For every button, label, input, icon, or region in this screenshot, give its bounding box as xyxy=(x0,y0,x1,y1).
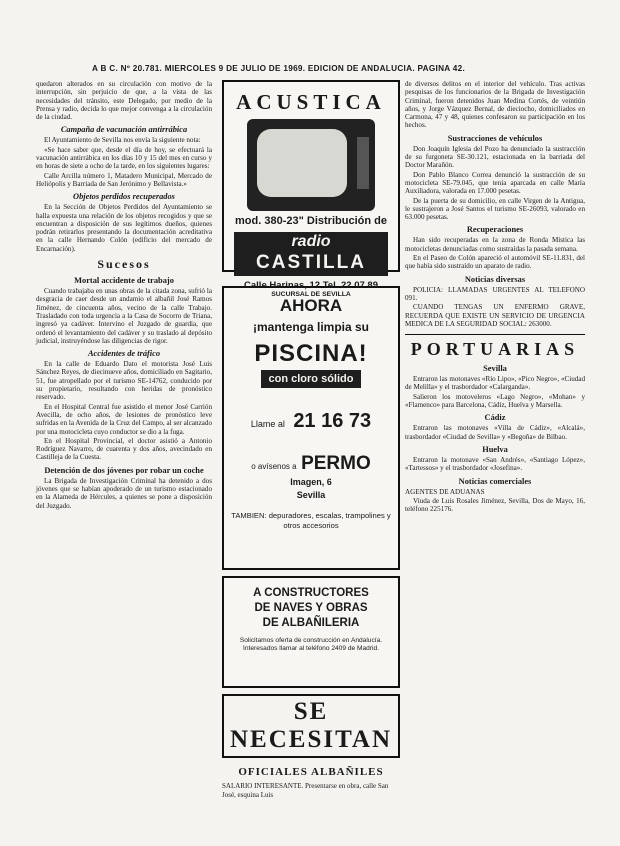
piscina-text: PISCINA! xyxy=(254,340,368,367)
sevilla-text-2: Salieron los motoveleros «Lago Negro», «Mohan» y «Flamenco» para Barcelona, Cádiz, Huelva y Marsella. xyxy=(405,392,585,410)
cadiz-heading: Cádiz xyxy=(484,413,506,423)
commercial-text: Viuda de Luis Rosales Jiménez, Sevilla, Dos de Mayo, 16, teléfono 225176. xyxy=(405,496,585,514)
permo-address-1: Imagen, 6 xyxy=(290,477,332,487)
arrest-heading: Detención de dos jóvenes por robar un coche xyxy=(44,465,204,475)
notes-text-2: CUANDO TENGAS UN ENFERMO GRAVE, RECUERDA QUE EXISTE UN SERVICIO DE URGENCIA MEDICA DE LA SEGURIDAD SOCIAL: 263000. xyxy=(405,303,585,328)
cloro-badge: con cloro sólido xyxy=(261,370,362,388)
cadiz-text: Entraron las motonaves «Villa de Cádiz», «Alcalá», trasbordador «Ciudad de Sevilla» y «Begoña» de Bilbao. xyxy=(405,424,585,441)
commercial-subtitle: AGENTES DE ADUANAS xyxy=(405,487,485,496)
vehicles-heading: Sustracciones de vehículos xyxy=(447,133,543,143)
recovered-text-1: Han sido recuperadas en la zona de Ronda Mística las motocicletas denunciadas como sustraídas la pasada semana. xyxy=(405,236,585,253)
vaccination-text-3: Calle Arcilla número 1, Matadero Municipal, Mercado de Heliópolis y Barriada de San Jerónimo y Bellavista.» xyxy=(36,171,212,188)
accident-heading: Mortal accidente de trabajo xyxy=(74,276,174,286)
page-header: A B C. Nº 20.781. MIERCOLES 9 DE JULIO DE 1969. EDICION DE ANDALUCIA. PAGINA 42. xyxy=(92,64,466,73)
necesitan-subtitle: OFICIALES ALBAÑILES xyxy=(238,766,384,778)
portuarias-heading: PORTUARIAS xyxy=(405,334,585,360)
middle-column xyxy=(222,80,400,805)
permo-address-2: Sevilla xyxy=(296,490,326,500)
permo-brand: PERMO xyxy=(301,453,371,474)
vehicles-text-3: De la puerta de su domicilio, en calle Virgen de la Antigua, le sustrajeron a José Santos el turismo SE-26093, valorado en 63.000 pesetas. xyxy=(405,196,585,222)
constr-title-2: DE NAVES Y OBRAS xyxy=(254,602,368,614)
lost-objects-heading: Objetos perdidos recuperados xyxy=(73,192,175,202)
constr-title-3: DE ALBAÑILERIA xyxy=(262,617,360,629)
arrest-text: La Brigada de Investigación Criminal ha detenido a dos jóvenes que se habían apoderado de un turismo estacionado en la Alameda de Hércules, a quienes se pone a disposición del Juzgado. xyxy=(36,476,212,510)
vehicles-text-1: Don Joaquín Iglesia del Pozo ha denunciado la sustracción de su furgoneta SE-30.121, estacionada en la barriada del Doctor Marañón. xyxy=(405,144,585,170)
acustica-branch: SUCURSAL DE SEVILLA xyxy=(271,291,351,298)
acustica-address: Calle Harinas, 12 Tel. 22 07 89 xyxy=(244,280,378,291)
permo-line xyxy=(224,453,398,475)
necesitan-title: SE NECESITAN xyxy=(222,694,400,758)
constr-title-1: A CONSTRUCTORES xyxy=(253,587,369,599)
castilla-word: CASTILLA xyxy=(256,252,366,273)
phone-line xyxy=(224,410,398,433)
intro-paragraph: quedaron alterados en su circulación con motivo de la interrupción, sin perjuicio de que, a la vista de las necesidades del tránsito, este Delegado, por medio de la Prensa y radio, decida lo que mejor convenga a la circulación de la ciudad. xyxy=(36,80,212,122)
right-column xyxy=(405,80,585,514)
piscina-ad xyxy=(222,286,400,570)
phone-number: 21 16 73 xyxy=(293,410,372,432)
distribution-text: Distribución de xyxy=(306,215,387,227)
constr-text: Solicitamos oferta de construcción en Andalucía. Interesados llamar al teléfono 2409 de Madrid. xyxy=(239,637,383,652)
advice-label: o avísenos a xyxy=(251,462,297,471)
acustica-brand: ACUSTICA xyxy=(236,90,386,114)
traffic-text-2: En el Hospital Central fue asistido el menor José Carrión Avecilla, de ocho años, de lesiones de pronóstico leve sufridas en la Avenida de la Cruz del Campo, al ser alcanzado por una motocicleta cuyo conductor se dio a la fuga. xyxy=(36,402,212,436)
traffic-text-1: En la calle de Eduardo Dato el motorista José Luis Sánchez Reyes, de diecinueve años, domiciliado en Sagitario, 51, fue atropellado por el turismo SE-14762, conducido por su propietario, resultando con heridas de pronóstico reservado. xyxy=(36,360,212,402)
commercial-heading: Noticias comerciales xyxy=(458,476,532,486)
huelva-text: Entraron la motonave «San Andrés», «Santiago López», «Tartessos» y el trasbordador «Josefina». xyxy=(405,455,585,473)
radio-castilla-logo xyxy=(234,232,388,276)
huelva-heading: Huelva xyxy=(482,444,508,454)
television-image xyxy=(247,119,375,211)
necesitan-ad xyxy=(222,694,400,799)
also-text: TAMBIEN: depuradores, escalas, trampolines y otros accesorios xyxy=(231,511,391,530)
tv-controls xyxy=(357,137,369,189)
left-column xyxy=(36,80,212,511)
accident-text: Cuando trabajaba en unas obras de la citada zona, sufrió la desgracia de caer desde un andamio el albañil José Ramos Jiménez, de cincuenta años, vecino de la calle Trabajo. Trasladado con toda urgencia a la Casa de Socorro de Triana, ingresó ya cadáver. Intervino el Juzgado de guardia, que ordenó el levantamiento del cadáver y su traslado al depósito judicial, instruyéndose las diligencias de rigor. xyxy=(36,287,212,345)
model-text: mod. 380-23" xyxy=(235,215,304,227)
vehicles-text-2: Don Pablo Blanco Correa denunció la sustracción de su motocicleta SE-79.045, que tenía aparcada en calle María Auxiliadora, valorada en 17.000 pesetas. xyxy=(405,170,585,196)
recovered-heading: Recuperaciones xyxy=(466,225,524,235)
sevilla-text-1: Entraron las motonaves «Río Lipo», «Pico Negro», «Ciudad de Melilla» y el trasbordador «Calarganda». xyxy=(405,375,585,392)
constructores-ad xyxy=(222,576,400,688)
acustica-model xyxy=(224,215,398,227)
traffic-text-3: En el Hospital Provincial, el doctor asistió a Antonio Rodríguez Navarro, de cuarenta y dos años, avecindado en Castilleja de la Cuesta. xyxy=(36,436,212,462)
tv-screen xyxy=(257,129,347,197)
slogan-text: ¡mantenga limpia su xyxy=(252,320,370,334)
radio-word: radio xyxy=(291,233,331,250)
vaccination-text-2: «Se hace saber que, desde el día de hoy, se efectuará la vacunación antirrábica en los días 10 y 15 del mes en curso y en horas de siete a ocho de la tarde, en los siguientes lugares: xyxy=(36,145,212,171)
notes-heading: Noticias diversas xyxy=(464,274,526,284)
vaccination-heading: Campaña de vacunación antirrábica xyxy=(60,125,188,135)
ahora-text: AHORA xyxy=(279,296,343,315)
lost-objects-text: En la Sección de Objetos Perdidos del Ayuntamiento se halla expuesta una relación de los objetos recogidos y que se encuentran a disposición de sus legítimos dueños, quienes podrán retirarlos presentando la documentación acreditativa en la calle Hernando Colón (edificio del mercado de Encarnación). xyxy=(36,203,212,253)
traffic-heading: Accidentes de tráfico xyxy=(87,349,161,359)
sucesos-heading: Sucesos xyxy=(97,257,151,272)
acustica-ad xyxy=(222,80,400,298)
notes-text-1: POLICIA: LLAMADAS URGENTES AL TELEFONO 091. xyxy=(405,285,585,302)
necesitan-details: SALARIO INTERESANTE. Presentarse en obra, calle San José, esquina Luis xyxy=(222,782,389,799)
vaccination-text-1: El Ayuntamiento de Sevilla nos envía la siguiente nota: xyxy=(44,136,201,145)
right-intro: de diversos delitos en el interior del vehículo. Tras activas pesquisas de los funcionarios de la Brigada de Investigación Criminal, fueron detenidos Juan Medina Cortés, de veintiún años, y Jorge Vázquez Bernal, de dieciocho, domiciliados en Carmona, 47 y 48, quienes confesaron su participación en los hechos. xyxy=(405,80,585,130)
recovered-text-2: En el Paseo de Colón apareció el automóvil SE-11.831, del que había sido sustraído un aparato de radio. xyxy=(405,254,585,271)
call-label: Llame al xyxy=(250,419,285,429)
sevilla-heading: Sevilla xyxy=(483,364,507,374)
